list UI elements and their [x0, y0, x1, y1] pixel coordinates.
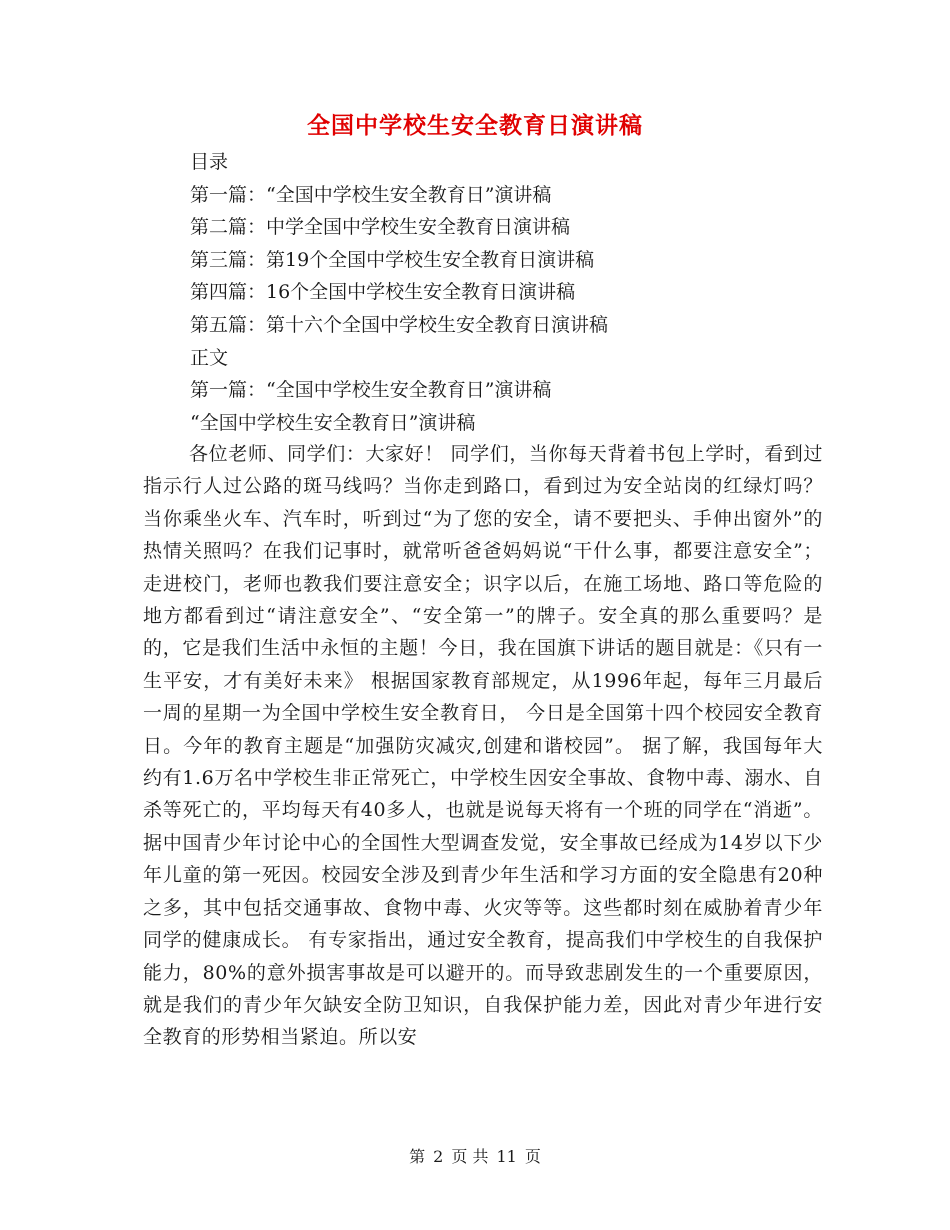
footer-suffix: 页 [524, 1147, 541, 1166]
toc-item-3: 第三篇：第19个全国中学校生安全教育日演讲稿 [190, 248, 595, 271]
body-paragraph: 各位老师、同学们：大家好！ 同学们，当你每天背着书包上学时，看到过指示行人过公路的斑马线吗？当你走到路口，看到过为安全站岗的红绿灯吗？当你乘坐火车、汽车时，听到过“为了您的安全，请不要把头、手伸出窗外”的热情关照吗？在我们记事时，就常听爸爸妈妈说“干什么事，都要注意安全”；走进校门，老师也教我们要注意安全；识字以后，在施工场地、路口等危险的地方都看到过“请注意安全”、“安全第一”的牌子。安全真的那么重要吗？是的，它是我们生活中永恒的主题！今日，我在国旗下讲话的题目就是：《只有一生平安，才有美好未来》 根据国家教育部规定，从1996年起，每年三月最后一周的星期一为全国中学校生安全教育日， 今日是全国第十四个校园安全教育日。今年的教育主题是“加强防灾减灾,创建和谐校园”。 据了解，我国每年大约有1.6万名中学校生非正常死亡，中学校生因安全事故、食物中毒、溺水、自杀等死亡的，平均每天有40多人，也就是说每天将有一个班的同学在“消逝”。 据中国青少年讨论中心的全国性大型调查发觉，安全事故已经成为14岁以下少年儿童的第一死因。校园安全涉及到青少年生活和学习方面的安全隐患有20种之多，其中包括交通事故、食物中毒、火灾等等。这些都时刻在威胁着青少年同学的健康成长。 有专家指出，通过安全教育，提高我们中学校生的自我保护能力，80%的意外损害事故是可以避开的。而导致悲剧发生的一个重要原因，就是我们的青少年欠缺安全防卫知识，自我保护能力差，因此对青少年进行安全教育的形势相当紧迫。所以安 [143, 443, 823, 1049]
body-heading: 正文 [190, 346, 229, 369]
toc-item-4: 第四篇：16个全国中学校生安全教育日演讲稿 [190, 281, 576, 304]
section-subtitle: “全国中学校生安全教育日”演讲稿 [190, 411, 476, 434]
toc-heading: 目录 [190, 151, 229, 173]
footer-current-page: 2 [433, 1147, 444, 1166]
document-title: 全国中学校生安全教育日演讲稿 [307, 112, 643, 139]
table-of-contents [190, 146, 830, 439]
page-footer [0, 1146, 950, 1168]
toc-item-5: 第五篇：第十六个全国中学校生安全教育日演讲稿 [190, 313, 609, 336]
footer-total-pages: 11 [496, 1147, 517, 1166]
toc-item-2: 第二篇：中学全国中学校生安全教育日演讲稿 [190, 216, 571, 239]
footer-middle: 页 共 [451, 1147, 489, 1166]
toc-item-1: 第一篇：“全国中学校生安全教育日”演讲稿 [190, 183, 552, 206]
footer-prefix: 第 [409, 1147, 426, 1166]
section-heading: 第一篇：“全国中学校生安全教育日”演讲稿 [190, 379, 552, 402]
